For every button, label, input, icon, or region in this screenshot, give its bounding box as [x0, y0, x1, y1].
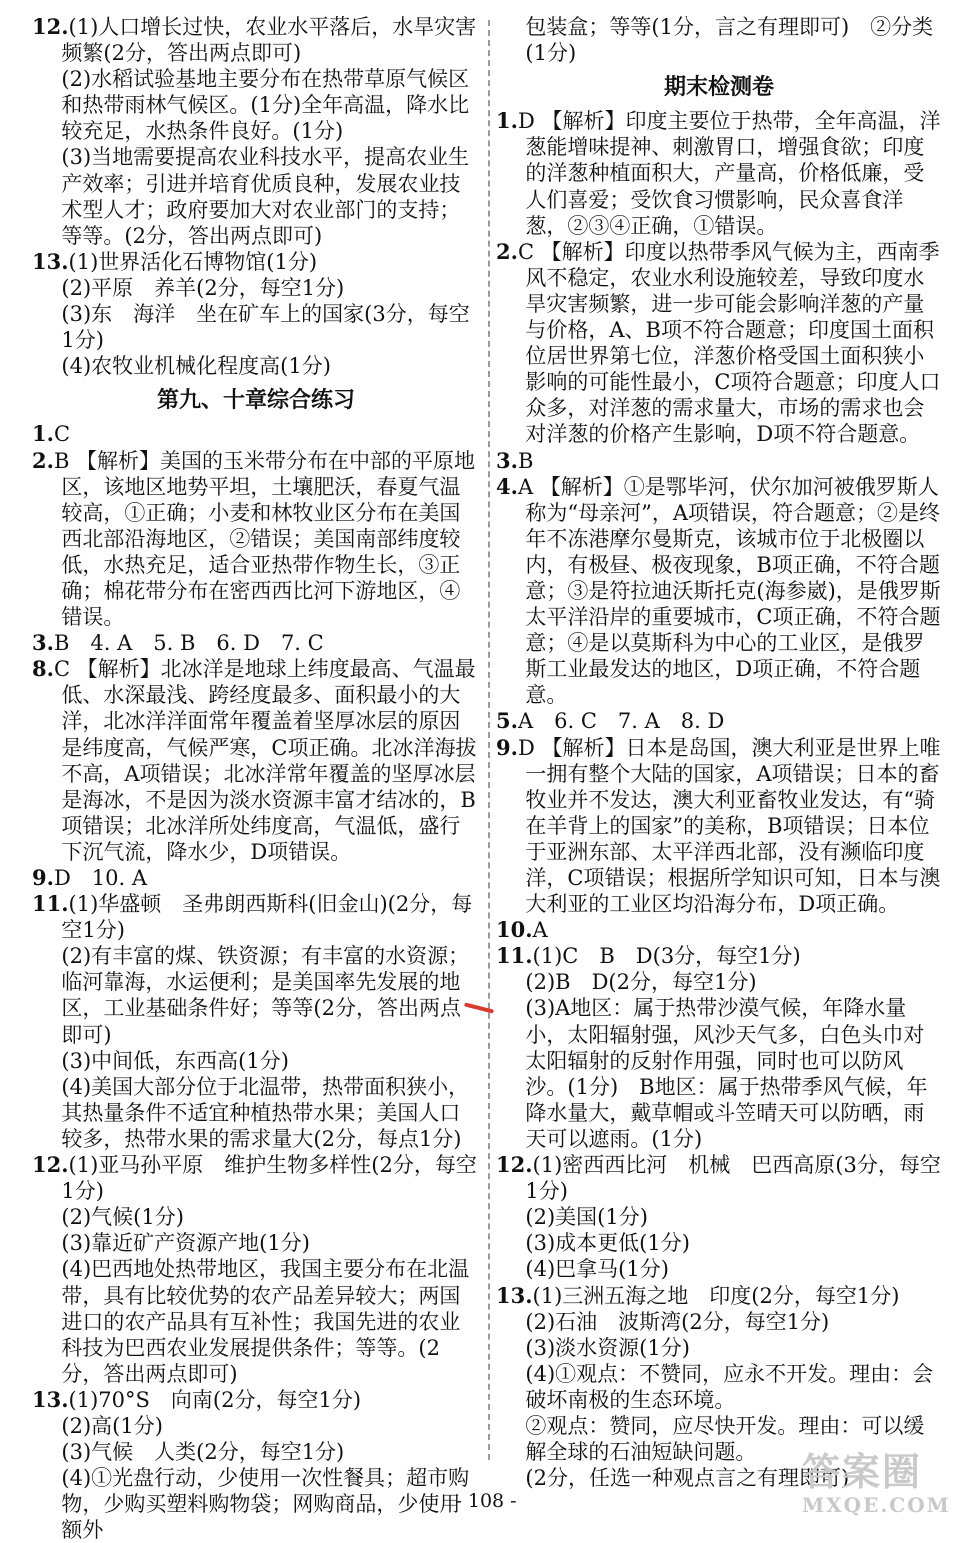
answer-subpart: (2)平原 养羊(2分，每空1分) [61, 275, 345, 300]
answer-item [32, 865, 480, 891]
answer-item [32, 448, 480, 631]
answer-text: (1)人口增长过快，农业水平落后，水旱灾害频繁(2分，答出两点即可) [61, 15, 477, 66]
page-number: - 108 - [455, 1490, 517, 1512]
answer-subpart: (2)水稻试验基地主要分布在热带草原气候区和热带雨林气候区。(1分)全年高温，降水比较充足，水热条件良好。(1分) [61, 67, 470, 144]
answer-text: B 【解析】美国的玉米带分布在中部的平原地区，该地区地势平坦，土壤肥沃，春夏气温较高，①正确；小麦和林牧业区分布在美国西北部沿海地区，②错误；美国南部纬度较低，水热充足，适合亚热带作物生长，③正确；棉花带分布在密西西比河下游地区，④错误。 [53, 448, 476, 630]
question-number: 13. [496, 1282, 533, 1308]
answer-subpart: (3)中间低，东西高(1分) [61, 1048, 289, 1073]
answer-subpart: (3)A地区：属于热带沙漠气候，年降水量小，太阳辐射强，风沙天气多，白色头巾对太阳辐射的反射作用强，同时也可以防风沙。(1分) B地区：属于热带季风气候，年降水量大，戴草帽或斗笠晴天可以防晒，雨天可以遮雨。(1分) [525, 996, 928, 1151]
answer-text: C 【解析】北冰洋是地球上纬度最高、气温最低、水深最浅、跨经度最多、面积最小的大洋，北冰洋洋面常年覆盖着坚厚冰层的原因是纬度高，气候严寒，C项正确。北冰洋海拔不高，A项错误；北冰洋常年覆盖的坚厚冰层是海冰，不是因为淡水资源丰富才结冰的，B项错误；北冰洋所处纬度高，气温低，盛行下沉气流，降水少，D项错误。 [53, 657, 477, 864]
question-number: 12. [496, 1152, 533, 1178]
question-number: 11. [496, 943, 533, 969]
answer-subpart: (2)有丰富的煤、铁资源；有丰富的水资源；临河靠海，水运便利；是美国率先发展的地区，工业基础条件好；等等(2分，答出两点即可) [61, 944, 470, 1047]
answer-text: (1)华盛顿 圣弗朗西斯科(旧金山)(2分，每空1分) [61, 892, 473, 943]
answer-text: (1)世界活化石博物馆(1分) [68, 249, 318, 274]
question-number: 9. [32, 865, 54, 890]
answer-item [32, 1387, 480, 1413]
watermark-logo [802, 1450, 952, 1530]
answer-text: D 10. A [53, 866, 148, 890]
question-number: 1. [32, 421, 54, 447]
answer-subpart: (4)农牧业机械化程度高(1分) [61, 354, 331, 379]
answer-text: C [53, 422, 71, 447]
column-divider [488, 20, 490, 1460]
answer-subpart: (2分，任选一种观点言之有理即可) [525, 1466, 850, 1491]
answer-text: (1)密西西比河 机械 巴西高原(3分，每空1分) [525, 1153, 941, 1204]
question-number: 3. [32, 630, 54, 656]
question-number: 11. [32, 891, 69, 917]
right-column [496, 14, 942, 1491]
answer-text: (1)三洲五海之地 印度(2分，每空1分) [532, 1283, 900, 1308]
answer-subpart: (3)靠近矿产资源产地(1分) [61, 1231, 310, 1256]
question-number: 5. [496, 708, 518, 734]
answer-item [32, 891, 480, 943]
answer-text: D 【解析】印度主要位于热带，全年高温，洋葱能增味提神、刺激胃口，增强食欲；印度的洋葱种植面积大，产量高，价格低廉，受人们喜爱；受饮食习惯影响，民众喜食洋葱，②③④正确，①错误。 [517, 109, 941, 238]
question-number: 13. [32, 248, 69, 274]
answer-subpart: (3)淡水资源(1分) [525, 1335, 690, 1360]
left-column [32, 14, 480, 1543]
answer-text: C 【解析】印度以热带季风气候为主，西南季风不稳定，农业水利设施较差，导致印度水旱灾害频繁，进一步可能会影响洋葱的产量与价格，A、B项不符合题意；印度国土面积位居世界第七位，洋葱价格受国土面积狭小影响的可能性最小，C项符合题意；印度人口众多，对洋葱的需求量大，市场的需求也会对洋葱的价格产生影响，D项不符合题意。 [517, 239, 941, 447]
answer-item [496, 1283, 942, 1309]
answer-item [496, 474, 942, 709]
watermark-url: MXQE.COM [802, 1493, 951, 1517]
watermark-cn: 答案圈 [802, 1449, 923, 1494]
question-number: 4. [496, 473, 518, 499]
answer-subpart: (3)当地需要提高农业科技水平，提高农业生产效率；引进并培育优质良种，发展农业技术型人才；政府要加大对农业部门的支持；等等。(2分，答出两点即可) [61, 145, 470, 248]
question-number: 3. [496, 447, 518, 473]
answer-text: A 【解析】①是鄂毕河，伏尔加河被俄罗斯人称为“母亲河”，A项错误，符合题意；②是终年不冻港摩尔曼斯克，该城市位于北极圈以内，有极昼、极夜现象，B项正确，不符合题意；③是符拉迪沃斯托克(海参崴)，是俄罗斯太平洋沿岸的重要城市，C项正确，不符合题意；④是以莫斯科为中心的工业区，是俄罗斯工业最发达的地区，D项正确，不符合题意。 [517, 474, 941, 708]
answer-item [32, 656, 480, 865]
answer-subpart: (2)B D(2分，每空1分) [525, 970, 757, 995]
answer-text: B 4. A 5. B 6. D 7. C [53, 631, 324, 656]
question-number: 9. [496, 734, 518, 760]
answer-text: A [532, 918, 548, 943]
answer-subpart: (3)气候 人类(2分，每空1分) [61, 1440, 345, 1465]
answer-item [32, 14, 480, 66]
question-number: 1. [496, 108, 518, 134]
question-number: 10. [496, 917, 533, 943]
answer-subpart: 包装盒；等等(1分，言之有理即可) ②分类(1分) [525, 15, 934, 66]
answer-item [32, 1152, 480, 1204]
answer-text: (1)70°S 向南(2分，每空1分) [68, 1387, 362, 1412]
answer-subpart: (2)美国(1分) [525, 1205, 648, 1230]
answer-text: (1)亚马孙平原 维护生物多样性(2分，每空1分) [61, 1153, 477, 1204]
answer-subpart: (4)美国大部分位于北温带，热带面积狭小，其热量条件不适宜种植热带水果；美国人口较多，热带水果的需求量大(2分，每点1分) [61, 1074, 470, 1151]
answer-subpart: (2)气候(1分) [61, 1205, 184, 1230]
answer-subpart: (2)高(1分) [61, 1413, 163, 1438]
answer-item [496, 943, 942, 969]
answer-subpart: (2)石油 波斯湾(2分，每空1分) [525, 1309, 830, 1334]
answer-item [32, 421, 480, 447]
answer-item [496, 735, 942, 918]
answer-subpart: (4)巴西地处热带地区，我国主要分布在北温带，具有比较优势的农产品差异较大；两国进口的农产品具有互补性；我国先进的农业科技为巴西农业发展提供条件；等等。(2分，答出两点即可) [61, 1257, 470, 1386]
answer-item [496, 708, 942, 734]
answer-text: D 【解析】日本是岛国，澳大利亚是世界上唯一拥有整个大陆的国家，A项错误；日本的畜牧业并不发达，澳大利亚畜牧业发达，有“骑在羊背上的国家”的美称，B项错误；日本位于亚洲东部、太平洋西北部，没有濒临印度洋，C项错误；根据所学知识可知，日本与澳大利亚的工业区均沿海分布，D项正确。 [517, 735, 941, 917]
answer-subpart: (4)①光盘行动，少使用一次性餐具；超市购物，少购买塑料购物袋；网购商品，少使用额外 [61, 1466, 470, 1543]
answer-item [496, 239, 942, 448]
answer-text: (1)C B D(3分，每空1分) [532, 944, 801, 969]
answer-subpart: (4)巴拿马(1分) [525, 1257, 669, 1282]
answer-item [32, 630, 480, 656]
answer-item [496, 1152, 942, 1204]
question-number: 12. [32, 1152, 69, 1178]
answer-subpart: ②观点：赞同，应尽快开发。理由：可以缓解全球的石油短缺问题。 [525, 1413, 925, 1465]
answer-text: A 6. C 7. A 8. D [517, 709, 725, 734]
section-heading: 第九、十章综合练习 [156, 387, 355, 414]
answer-subpart: (3)东 海洋 坐在矿车上的国家(3分，每空1分) [61, 302, 470, 353]
question-number: 2. [496, 238, 518, 264]
section-heading: 期末检测卷 [663, 74, 774, 101]
answer-item [32, 249, 480, 275]
answer-text: B [517, 448, 534, 473]
answer-subpart: (3)成本更低(1分) [525, 1231, 690, 1256]
question-number: 8. [32, 656, 54, 682]
answer-item [496, 108, 942, 238]
question-number: 13. [32, 1386, 69, 1412]
question-number: 12. [32, 14, 69, 39]
answer-item [496, 917, 942, 943]
answer-subpart: (4)①观点：不赞同，应永不开发。理由：会破坏南极的生态环境。 [525, 1361, 934, 1412]
question-number: 2. [32, 447, 54, 473]
answer-item [496, 448, 942, 474]
